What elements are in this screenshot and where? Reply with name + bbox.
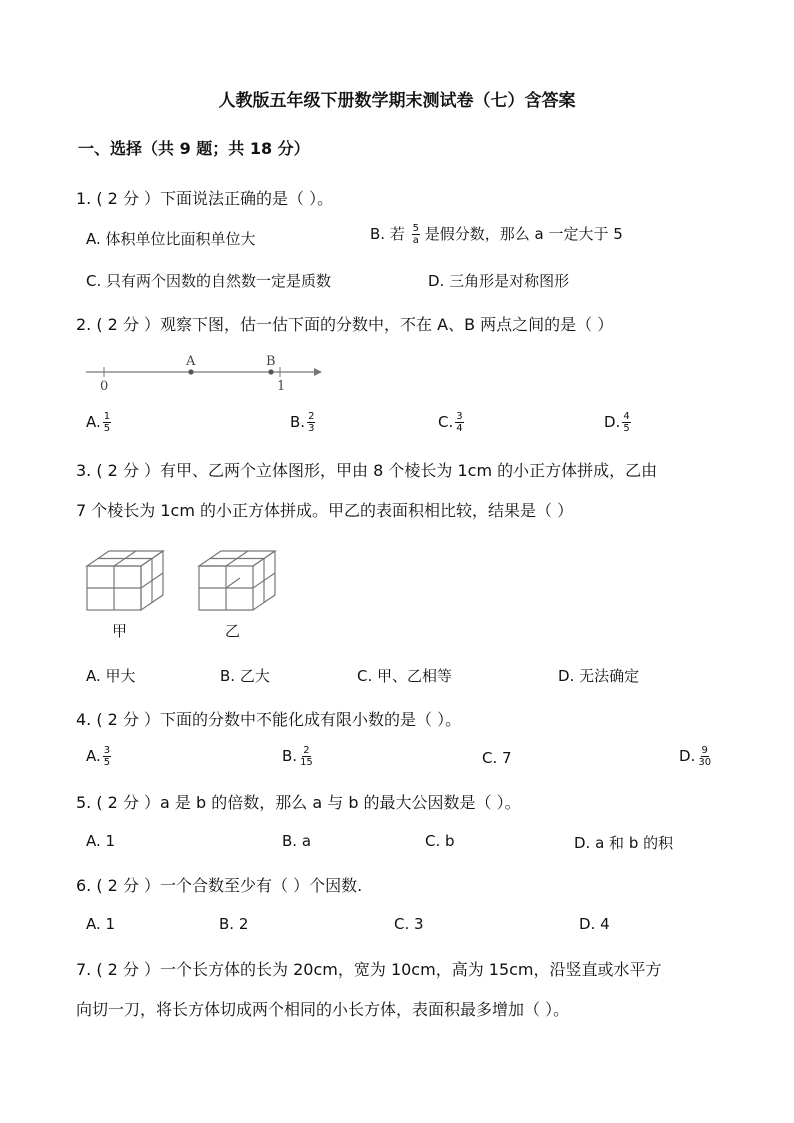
q1-option-a: A. 体积单位比面积单位大 — [86, 230, 256, 248]
option-letter: B. — [282, 747, 298, 765]
q1-option-b-fraction — [412, 223, 420, 246]
fraction-numerator: 2 — [303, 745, 310, 756]
q1-option-d: D. 三角形是对称图形 — [428, 272, 570, 290]
q3-stem-line-2: 7 个棱长为 1cm 的小正方体拼成。甲乙的表面积相比较，结果是（ ） — [76, 501, 574, 520]
fraction-numerator: 5 — [412, 223, 419, 234]
option-fraction — [103, 745, 111, 768]
q1-option-b-suffix: 是假分数，那么 a 一定大于 5 — [424, 225, 623, 243]
q7-stem-line-2: 向切一刀，将长方体切成两个相同的小长方体，表面积最多增加（ ）。 — [76, 1000, 570, 1019]
option-letter: D. — [604, 413, 621, 431]
number-line-arrow — [314, 368, 322, 376]
option-fraction — [307, 411, 315, 434]
fraction-numerator: 3 — [103, 745, 111, 756]
label-zero: 0 — [100, 379, 109, 394]
fraction-denominator: 5 — [103, 423, 111, 434]
fraction-numerator: 1 — [103, 411, 111, 422]
q3-option-a: A. 甲大 — [86, 667, 136, 685]
fraction-numerator: 2 — [308, 411, 315, 422]
q1-stem: 1. ( 2 分 ）下面说法正确的是（ ）。 — [76, 189, 334, 208]
q5-stem: 5. ( 2 分 ）a 是 b 的倍数，那么 a 与 b 的最大公因数是（ ）。 — [76, 793, 521, 812]
q4-option-a — [86, 745, 111, 768]
q5-option-d: D. a 和 b 的积 — [574, 834, 674, 852]
q6-stem: 6. ( 2 分 ）一个合数至少有（ ）个因数. — [76, 876, 363, 895]
option-fraction — [103, 411, 111, 434]
figure-label-yi: 乙 — [225, 622, 241, 640]
q2-option-b — [290, 411, 315, 434]
option-fraction — [299, 745, 314, 768]
option-letter: C. — [438, 413, 454, 431]
q5-option-a: A. 1 — [86, 832, 116, 850]
label-a: A — [186, 354, 196, 369]
q6-option-b: B. 2 — [219, 915, 249, 933]
option-letter: B. — [290, 413, 306, 431]
fraction-denominator: 30 — [698, 757, 712, 768]
fraction-numerator: 3 — [456, 411, 463, 422]
q2-option-d — [604, 411, 631, 434]
cube-figure-jia — [84, 548, 174, 612]
point-b — [268, 369, 273, 374]
q1-option-c: C. 只有两个因数的自然数一定是质数 — [86, 272, 332, 290]
q6-option-d: D. 4 — [579, 915, 610, 933]
q4-option-c: C. 7 — [482, 749, 512, 767]
point-a — [188, 369, 193, 374]
fraction-denominator: 4 — [456, 423, 463, 434]
q1-option-b-prefix: B. 若 — [370, 225, 405, 243]
label-b: B — [266, 354, 276, 369]
option-letter: A. — [86, 413, 101, 431]
q4-option-b — [282, 745, 314, 768]
q5-option-c: C. b — [425, 832, 455, 850]
q4-option-d — [679, 745, 712, 768]
q6-option-c: C. 3 — [394, 915, 424, 933]
fraction-numerator: 9 — [701, 745, 708, 756]
section-heading: 一、选择（共 9 题；共 18 分） — [78, 139, 310, 158]
fraction-numerator: 4 — [623, 411, 630, 422]
fraction-denominator: 3 — [308, 423, 315, 434]
q6-option-a: A. 1 — [86, 915, 116, 933]
q7-stem-line-1: 7. ( 2 分 ）一个长方体的长为 20cm，宽为 10cm，高为 15cm，沿竖直或水平方 — [76, 960, 662, 979]
q5-option-b: B. a — [282, 832, 312, 850]
q2-option-c — [438, 411, 464, 434]
q3-option-c: C. 甲、乙相等 — [357, 667, 453, 685]
option-fraction — [455, 411, 463, 434]
q2-option-a — [86, 411, 111, 434]
fraction-denominator: 5 — [103, 757, 111, 768]
option-fraction — [697, 745, 712, 768]
number-line-figure — [82, 350, 322, 394]
q2-stem: 2. ( 2 分 ）观察下图，估一估下面的分数中，不在 A、B 两点之间的是（ ） — [76, 315, 614, 334]
q3-option-b: B. 乙大 — [220, 667, 270, 685]
option-fraction — [622, 411, 630, 434]
fraction-denominator: a — [412, 235, 419, 246]
page-title: 人教版五年级下册数学期末测试卷（七）含答案 — [218, 91, 576, 111]
cube-figure-yi — [196, 548, 286, 612]
label-one: 1 — [277, 379, 286, 394]
q4-stem: 4. ( 2 分 ）下面的分数中不能化成有限小数的是（ ）。 — [76, 710, 462, 729]
figure-label-jia: 甲 — [112, 622, 128, 640]
fraction-denominator: 15 — [300, 757, 313, 768]
option-letter: D. — [679, 747, 696, 765]
q3-stem-line-1: 3. ( 2 分 ）有甲、乙两个立体图形，甲由 8 个棱长为 1cm 的小正方体拼成，乙由 — [76, 461, 658, 480]
q1-option-b — [370, 223, 623, 246]
option-letter: A. — [86, 747, 101, 765]
q3-option-d: D. 无法确定 — [558, 667, 640, 685]
fraction-denominator: 5 — [623, 423, 630, 434]
